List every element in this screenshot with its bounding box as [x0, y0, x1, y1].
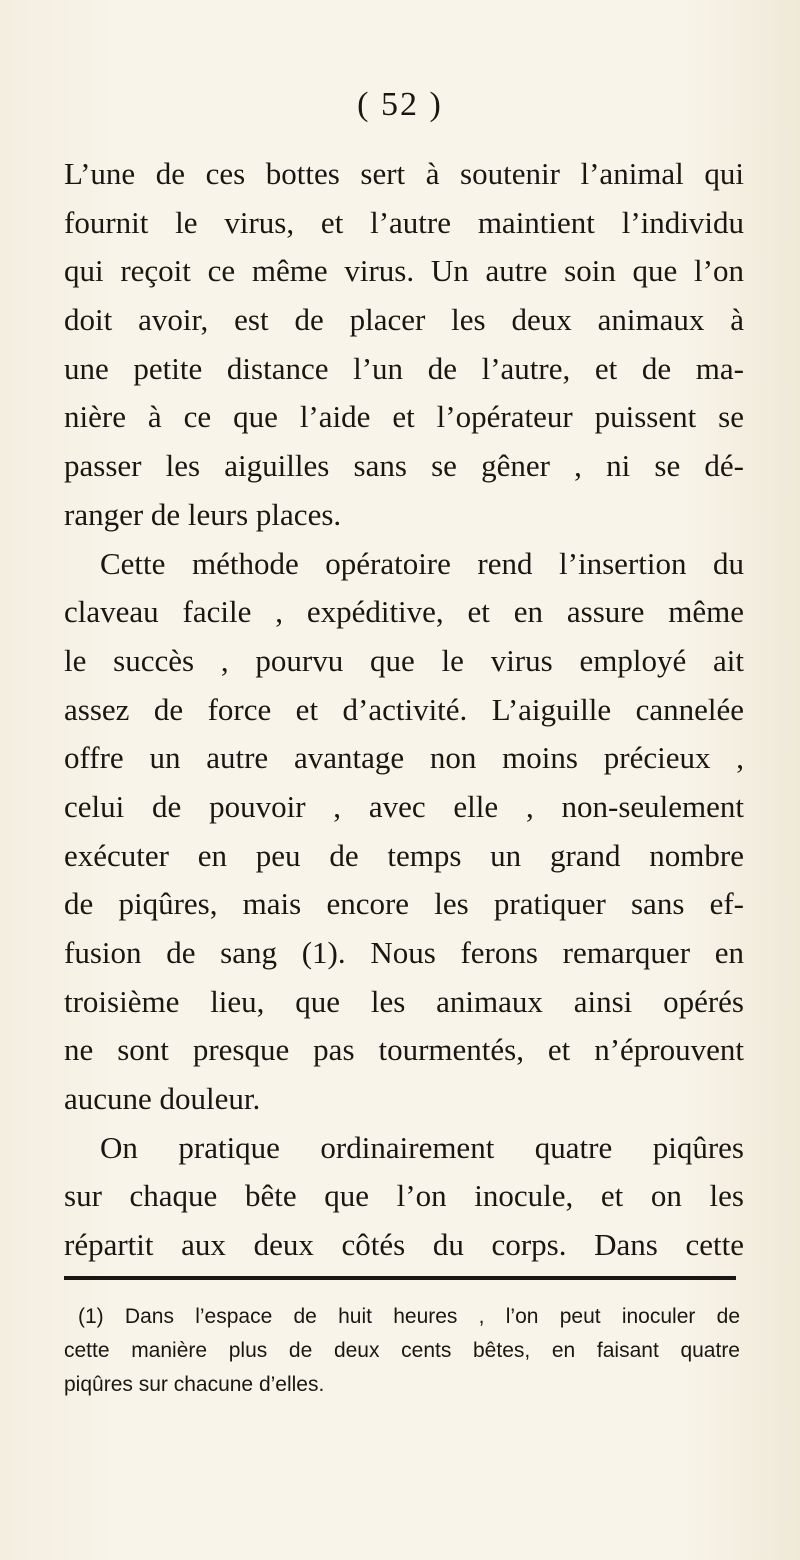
text-line: exécuter en peu de temps un grand nombre	[64, 837, 744, 873]
text-line: le succès , pourvu que le virus employé ait	[64, 642, 744, 678]
text-line: sur chaque bête que l’on inocule, et on les	[64, 1178, 744, 1214]
text-line: nière à ce que l’aide et l’opérateur puissent se	[64, 399, 744, 435]
footnote	[64, 1300, 740, 1402]
text-line: Cette méthode opératoire rend l’insertion du	[100, 545, 744, 581]
text-line: troisième lieu, que les animaux ainsi opérés	[64, 983, 744, 1019]
text-line: qui reçoit ce même virus. Un autre soin que l’on	[64, 253, 744, 289]
text-line: assez de force et d’activité. L’aiguille cannelée	[64, 691, 744, 727]
text-line: doit avoir, est de placer les deux animaux à	[64, 302, 744, 338]
text-line: L’une de ces bottes sert à soutenir l’animal qui	[64, 156, 744, 191]
page-number: ( 52 )	[357, 86, 443, 123]
text-line: On pratique ordinairement quatre piqûres	[100, 1129, 744, 1165]
text-line: claveau facile , expéditive, et en assure même	[64, 594, 744, 630]
text-line: répartit aux deux côtés du corps. Dans cette	[64, 1227, 744, 1263]
text-line: une petite distance l’un de l’autre, et de ma-	[64, 350, 744, 386]
text-line: fusion de sang (1). Nous ferons remarquer en	[64, 935, 744, 970]
text-line: ne sont presque pas tourmentés, et n’éprouvent	[64, 1032, 744, 1068]
text-line: fournit le virus, et l’autre maintient l’individu	[64, 204, 744, 240]
text-line: offre un autre avantage non moins précieux ,	[64, 740, 744, 776]
text-line: passer les aiguilles sans se gêner , ni se dé-	[64, 448, 744, 484]
text-line: de piqûres, mais encore les pratiquer sans ef-	[64, 886, 744, 922]
text-line: aucune douleur.	[64, 1081, 261, 1117]
text-line: ranger de leurs places.	[64, 496, 342, 532]
footnote-divider	[64, 1276, 736, 1280]
footnote-line: piqûres sur chacune d’elles.	[64, 1373, 325, 1396]
text-line: celui de pouvoir , avec elle , non-seulement	[64, 788, 744, 824]
footnote-line: (1) Dans l’espace de huit heures , l’on peut inoculer de	[78, 1305, 740, 1328]
footnote-line: cette manière plus de deux cents bêtes, en faisant quatre	[64, 1339, 740, 1362]
body-text	[64, 150, 744, 1270]
